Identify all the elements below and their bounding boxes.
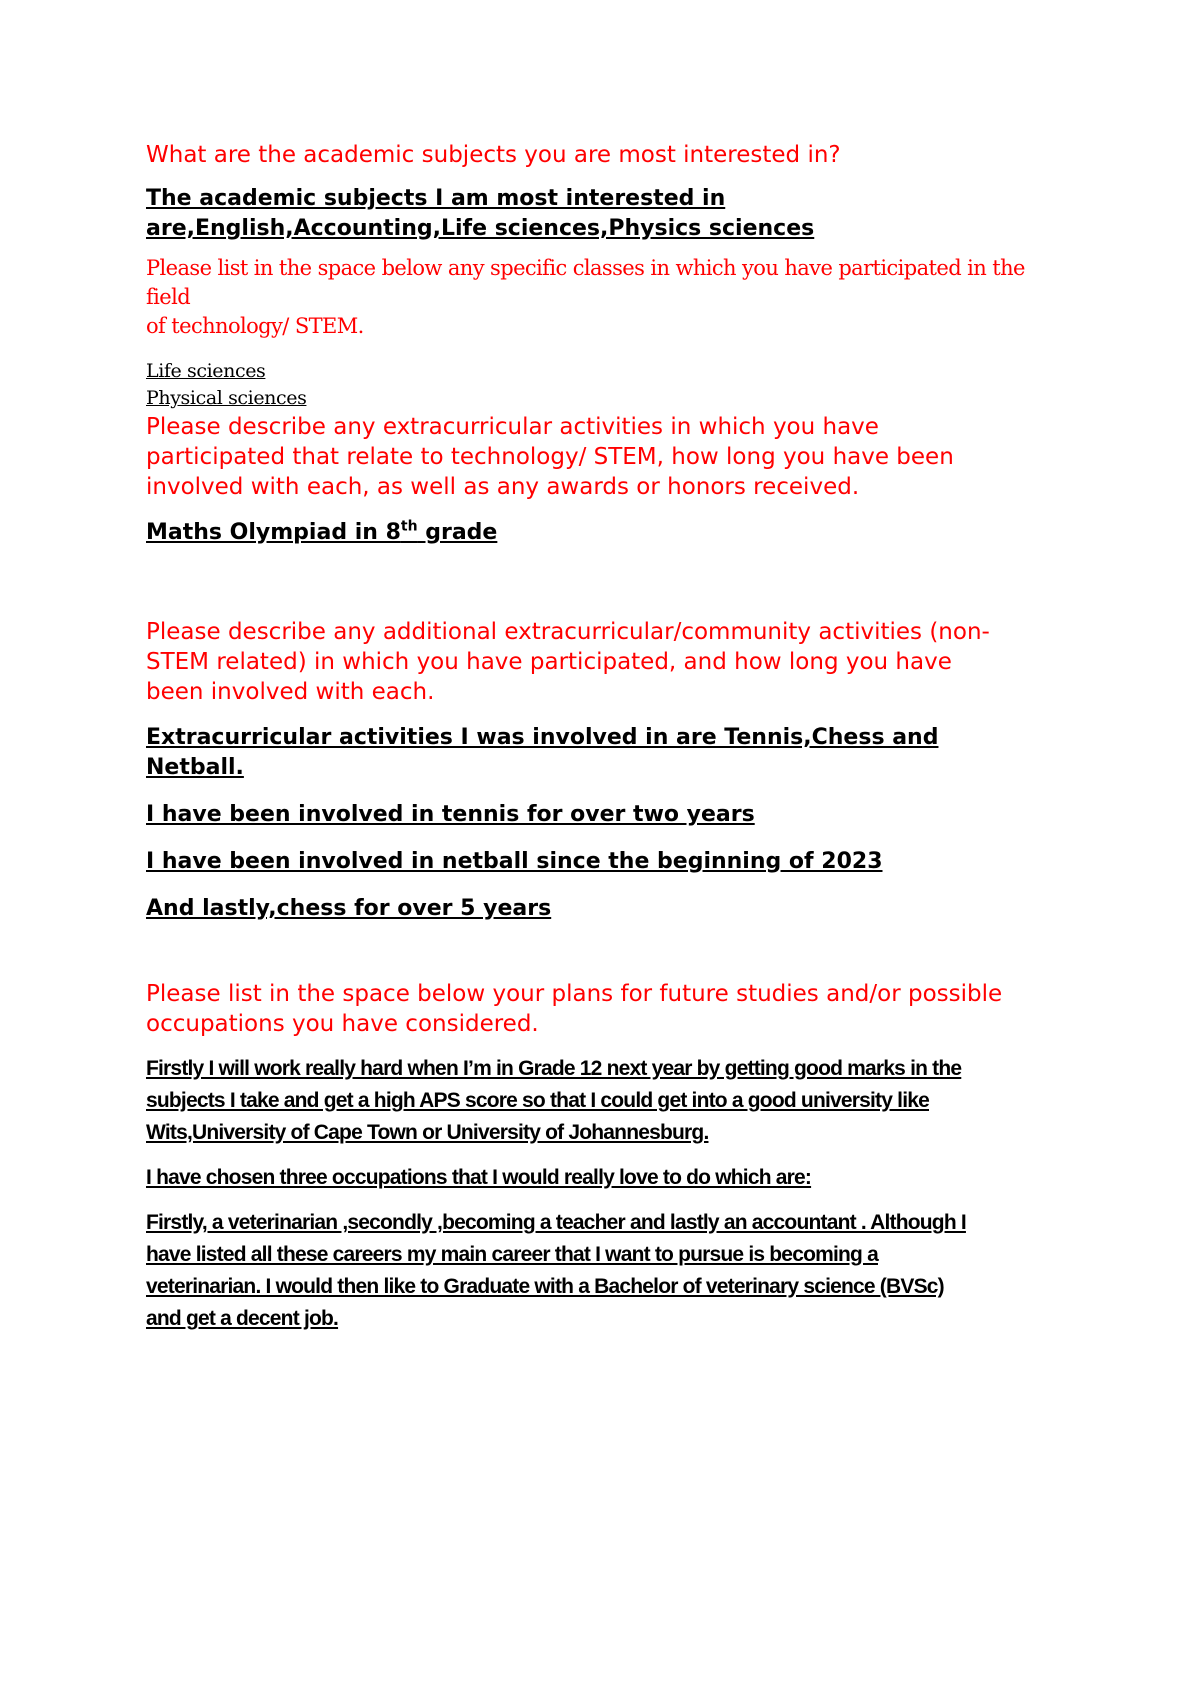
question-stem-classes-line-1: Please list in the space below any specific classes in which you have participated in the field: [146, 256, 1025, 309]
question-community-activities-line-1: Please describe any additional extracurricular/community activities (non-: [146, 619, 990, 645]
answer-future-studies-line-3: Wits,University of Cape Town or University of Johannesburg.: [146, 1121, 709, 1144]
document-body: [146, 140, 1066, 1335]
answer-stem-class-item: Life sciences: [146, 360, 266, 382]
answer-occupations-intro: I have chosen three occupations that I would really love to do which are:: [146, 1166, 812, 1189]
answer-academic-subjects-line-2: are,English,Accounting,Life sciences,Physics sciences: [146, 216, 815, 241]
question-stem-activities-line-3: involved with each, as well as any awards or honors received.: [146, 474, 860, 500]
answer-future-studies-line-2: subjects I take and get a high APS score so that I could get into a good university like: [146, 1089, 929, 1112]
answer-occupations-line-4: and get a decent job.: [146, 1307, 339, 1330]
question-future-plans-line-2: occupations you have considered.: [146, 1011, 539, 1037]
answer-stem-activities: [146, 518, 1066, 548]
question-academic-subjects: What are the academic subjects you are most interested in?: [146, 142, 841, 168]
question-stem-classes-line-2: of technology/ STEM.: [146, 314, 364, 338]
question-stem-activities-line-1: Please describe any extracurricular activities in which you have: [146, 414, 879, 440]
answer-occupations-line-3: veterinarian. I would then like to Graduate with a Bachelor of veterinary science (BVSc): [146, 1275, 944, 1298]
question-community-activities-line-3: been involved with each.: [146, 679, 435, 705]
question-future-plans-line-1: Please list in the space below your plans for future studies and/or possible: [146, 981, 1003, 1007]
answer-stem-activities-suffix: grade: [417, 520, 498, 545]
answer-netball-duration: I have been involved in netball since the beginning of 2023: [146, 849, 883, 874]
answer-stem-class-item: Physical sciences: [146, 387, 307, 409]
answer-community-activities-line-2: Netball.: [146, 755, 244, 780]
question-community-activities-line-2: STEM related) in which you have participated, and how long you have: [146, 649, 952, 675]
answer-academic-subjects-line-1: The academic subjects I am most interested in: [146, 186, 726, 211]
answer-tennis-duration: I have been involved in tennis for over two years: [146, 802, 755, 827]
answer-chess-duration: And lastly,chess for over 5 years: [146, 896, 552, 921]
ordinal-suffix: th: [400, 518, 418, 535]
question-stem-activities-line-2: participated that relate to technology/ STEM, how long you have been: [146, 444, 954, 470]
answer-stem-activities-text: Maths Olympiad in 8: [146, 520, 401, 545]
answer-future-studies-line-1: Firstly I will work really hard when I’m in Grade 12 next year by getting good marks in the: [146, 1057, 962, 1080]
answer-occupations-line-1: Firstly, a veterinarian ,secondly ,becoming a teacher and lastly an accountant . Although I: [146, 1211, 966, 1234]
answer-community-activities-line-1: Extracurricular activities I was involved in are Tennis,Chess and: [146, 725, 939, 750]
answer-occupations-line-2: have listed all these careers my main career that I want to pursue is becoming a: [146, 1243, 878, 1266]
